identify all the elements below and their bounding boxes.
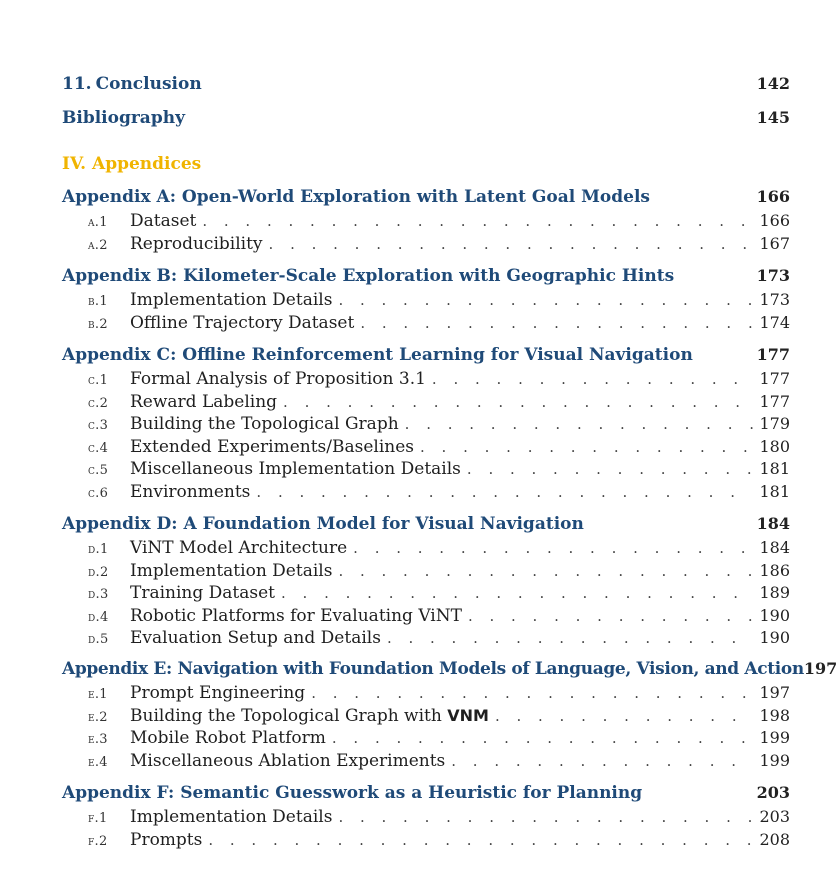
chapter-appendix-a [62, 187, 790, 256]
toc-section[interactable]: b.2 Offline Trajectory Dataset . . . 174 [62, 313, 790, 336]
page-number: 197 [803, 659, 838, 678]
chapter-title: 11. Conclusion [62, 74, 202, 94]
toc-entry-bibliography[interactable] [62, 108, 790, 128]
toc-section[interactable]: d.3 Training Dataset . . . 189 [62, 583, 790, 606]
chapter-heading[interactable]: Appendix F: Semantic Guesswork as a Heuristic for Planning 203 [62, 783, 790, 803]
toc-section[interactable]: f.2 Prompts . . . 208 [62, 830, 790, 853]
toc-section[interactable]: f.1 Implementation Details . . . 203 [62, 807, 790, 830]
toc-entry-conclusion[interactable] [62, 74, 790, 94]
leader-dots [468, 607, 754, 625]
page-number: 173 [756, 266, 790, 285]
leader-dots [283, 393, 753, 411]
toc-section[interactable]: c.1 Formal Analysis of Proposition 3.1 . . . 177 [62, 369, 790, 392]
leader-dots [360, 314, 753, 332]
toc-section[interactable]: e.2 Building the Topological Graph with VNM . . . 198 [62, 706, 790, 729]
toc-section[interactable]: d.5 Evaluation Setup and Details . . . 190 [62, 628, 790, 651]
leader-dots [256, 483, 753, 501]
toc-section[interactable]: b.1 Implementation Details . . . 173 [62, 290, 790, 313]
leader-dots [467, 460, 754, 478]
leader-dots [420, 438, 753, 456]
leader-dots [208, 831, 753, 849]
part-heading: IV. Appendices [62, 154, 202, 174]
toc-section[interactable]: a.2 Reproducibility . . . 167 [62, 234, 790, 257]
toc-section[interactable]: e.3 Mobile Robot Platform . . . 199 [62, 728, 790, 751]
page-number: 142 [756, 74, 790, 93]
leader-dots [495, 707, 754, 725]
page-number: 166 [756, 187, 790, 206]
toc-section[interactable]: c.3 Building the Topological Graph . . . 179 [62, 414, 790, 437]
chapter-appendix-f [62, 783, 790, 852]
page-number: 184 [756, 514, 790, 533]
chapter-heading[interactable]: Appendix E: Navigation with Foundation Models of Language, Vision, and Action 197 [62, 659, 838, 679]
toc-section[interactable]: d.2 Implementation Details . . . 186 [62, 561, 790, 584]
chapter-heading[interactable]: Appendix A: Open-World Exploration with Latent Goal Models 166 [62, 187, 790, 207]
chapter-heading[interactable]: Appendix C: Offline Reinforcement Learning for Visual Navigation 177 [62, 345, 790, 365]
leader-dots [332, 729, 754, 747]
leader-dots [269, 235, 754, 253]
leader-dots [353, 539, 753, 557]
toc-section[interactable]: e.4 Miscellaneous Ablation Experiments . . . 199 [62, 751, 790, 774]
chapter-title: Bibliography [62, 108, 185, 128]
toc-section[interactable]: c.5 Miscellaneous Implementation Details . . . 181 [62, 459, 790, 482]
leader-dots [338, 291, 753, 309]
toc-section[interactable]: d.1 ViNT Model Architecture . . . 184 [62, 538, 790, 561]
leader-dots [338, 808, 753, 826]
toc-section[interactable]: c.6 Environments . . . 181 [62, 482, 790, 505]
toc-section[interactable]: e.1 Prompt Engineering . . . 197 [62, 683, 790, 706]
chapter-appendix-b [62, 266, 790, 335]
toc-section[interactable]: c.4 Extended Experiments/Baselines . . . 180 [62, 437, 790, 460]
chapter-appendix-e [62, 659, 838, 773]
page-number: 145 [756, 108, 790, 127]
chapter-heading[interactable]: Appendix D: A Foundation Model for Visual Navigation 184 [62, 514, 790, 534]
page-number: 177 [756, 345, 790, 364]
toc-section[interactable]: a.1 Dataset . . . 166 [62, 211, 790, 234]
leader-dots [338, 562, 753, 580]
page-number: 203 [756, 783, 790, 802]
leader-dots [281, 584, 753, 602]
toc-section[interactable]: d.4 Robotic Platforms for Evaluating ViNT . . . 190 [62, 606, 790, 629]
leader-dots [387, 629, 754, 647]
toc-section[interactable]: c.2 Reward Labeling . . . 177 [62, 392, 790, 415]
leader-dots [451, 752, 753, 770]
leader-dots [432, 370, 754, 388]
leader-dots [202, 212, 753, 230]
chapter-heading[interactable]: Appendix B: Kilometer-Scale Exploration with Geographic Hints 173 [62, 266, 790, 286]
leader-dots [405, 415, 754, 433]
leader-dots [311, 684, 753, 702]
chapter-appendix-d [62, 514, 790, 651]
chapter-appendix-c [62, 345, 790, 504]
